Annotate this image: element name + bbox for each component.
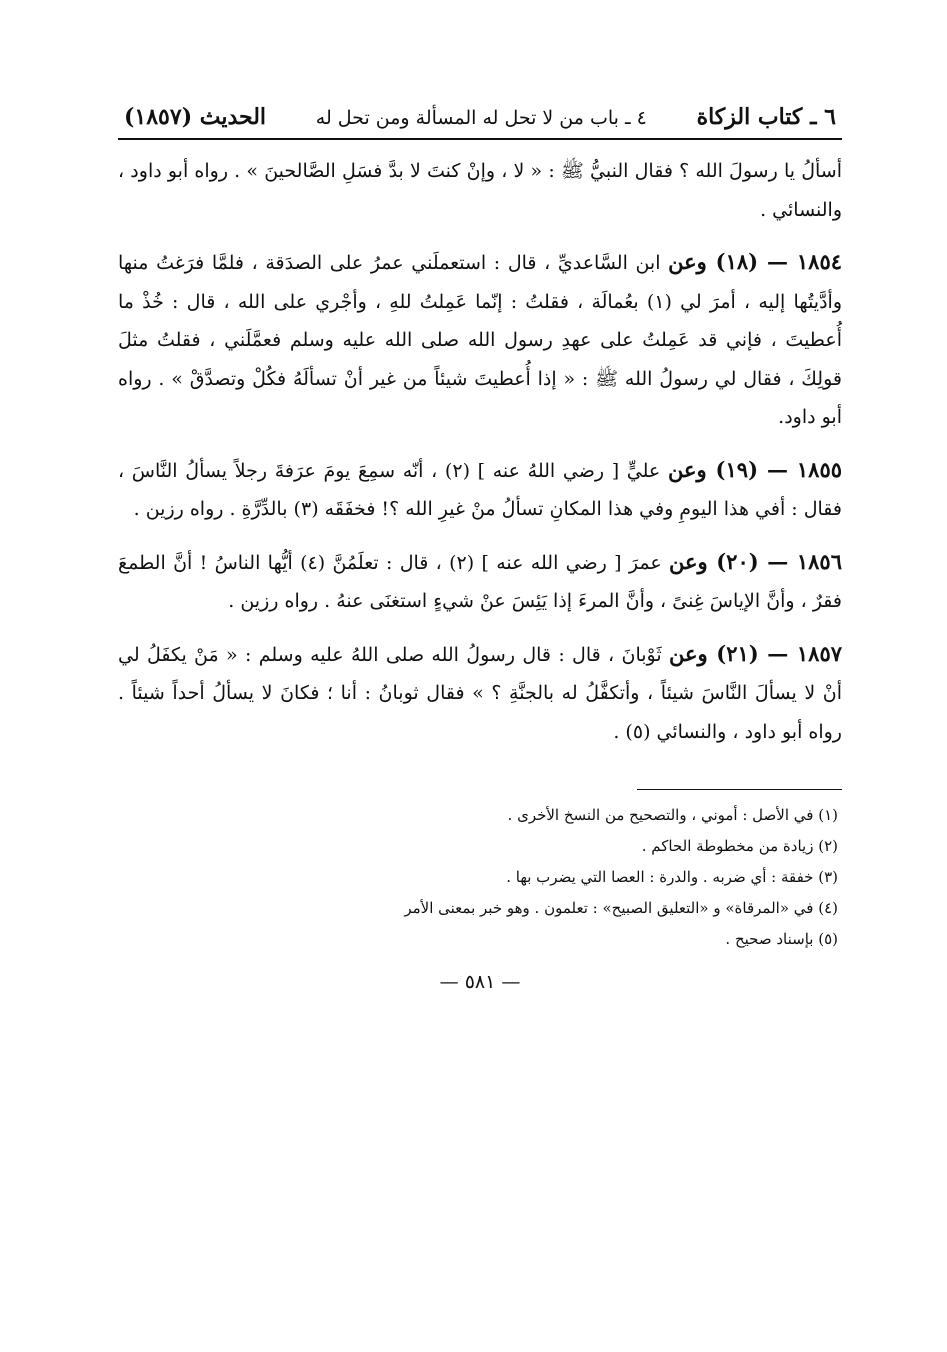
paragraph-text: عليٍّ [ رضي اللهُ عنه ] (٢) ، أنّه سمِعَ يومَ عرَفةَ رجلاً يسألُ النَّاسَ ، فقال : أفي هذا اليومِ وفي هذا المكانِ تسألُ منْ غيرِ الله ؟! فخفَقَه (٣) بالدِّرَّةِ . رواه رزين . <box>118 459 842 520</box>
hadith-range: الحديث (١٨٥٧) <box>124 104 267 130</box>
footnote-divider <box>637 789 842 790</box>
hadith-number: ١٨٥٤ — (١٨) وعن <box>668 249 843 274</box>
book-title: ٦ ـ كتاب الزكاة <box>696 104 836 130</box>
paragraph-text: عمرَ [ رضي الله عنه ] (٢) ، قال : تعلَمُنَّ (٤) أيُّها الناسُ ! أنَّ الطمعَ فقرٌ ، وأنَّ الإياسَ غِنىً ، وأنَّ المرءَ إذا يَئِسَ عنْ شيءٍ استغنَى عنهُ . رواه رزين . <box>118 551 842 612</box>
hadith-1857 <box>118 635 842 752</box>
footnote: (٢) زيادة من مخطوطة الحاكم . <box>641 837 838 855</box>
footnote: (٣) خفقة : أي ضربه . والدرة : العصا التي يضرب بها . <box>506 868 838 886</box>
running-header <box>118 104 842 140</box>
footnotes <box>118 800 842 955</box>
paragraph-continuation <box>118 152 842 229</box>
footnote: (١) في الأصل : أموني ، والتصحيح من النسخ الأخرى . <box>507 806 838 824</box>
footnote: (٤) في «المرقاة» و «التعليق الصبيح» : تعلمون . وهو خبر بمعنى الأمر <box>404 899 838 917</box>
paragraph-text: ابن السَّاعديِّ ، قال : استعملَني عمرُ على الصدَقة ، فلمَّا فرَغتُ منها وأدَّيتُها إليه ، أمرَ لي (١) بعُمالَة ، فقلتُ : إنّما عَمِلتُ للهِ ، وأجْري على الله ، قال : خُذْ ما أُعطيتَ ، فإني قد عَمِلتُ على عهدِ رسول الله صلى الله عليه وسلم فعمَّلَني ، فقلتُ مثلَ قولِكَ ، فقال لي رسولُ الله ﷺ : « إذا أُعطيتَ شيئاً من غير أنْ تسألَهُ فكُلْ وتصدَّقْ » . رواه أبو داود. <box>118 252 843 428</box>
hadith-1854 <box>118 243 842 437</box>
hadith-number: ١٨٥٧ — (٢١) وعن <box>668 640 843 666</box>
footnote: (٥) بإسناد صحيح . <box>725 930 838 948</box>
page <box>118 104 842 993</box>
hadith-number: ١٨٥٦ — (٢٠) وعن <box>668 548 842 574</box>
page-number: — ٥٨١ — <box>439 971 521 993</box>
hadith-1856 <box>118 543 842 621</box>
main-text <box>118 152 842 751</box>
paragraph-text: أسألُ يا رسولَ الله ؟ فقال النبيُّ ﷺ : « لا ، وإنْ كنتَ لا بدَّ فسَلِ الصَّالحينَ » . رواه أبو داود ، والنسائي . <box>118 160 842 221</box>
paragraph-text: ثَوْبانَ ، قال : قال رسولُ الله صلى اللهُ عليه وسلم : « مَنْ يكفَلُ لي أنْ لا يسألَ النَّاسَ شيئاً ، وأتكفَّلُ له بالجنَّةِ ؟ » فقال ثوبانُ : أنا ؛ فكانَ لا يسألُ أحداً شيئاً . رواه أبو داود ، والنسائي (٥) . <box>118 643 842 743</box>
chapter-title: ٤ ـ باب من لا تحل له المسألة ومن تحل له <box>315 107 647 129</box>
hadith-1855 <box>118 451 842 529</box>
hadith-number: ١٨٥٥ — (١٩) وعن <box>667 456 843 482</box>
